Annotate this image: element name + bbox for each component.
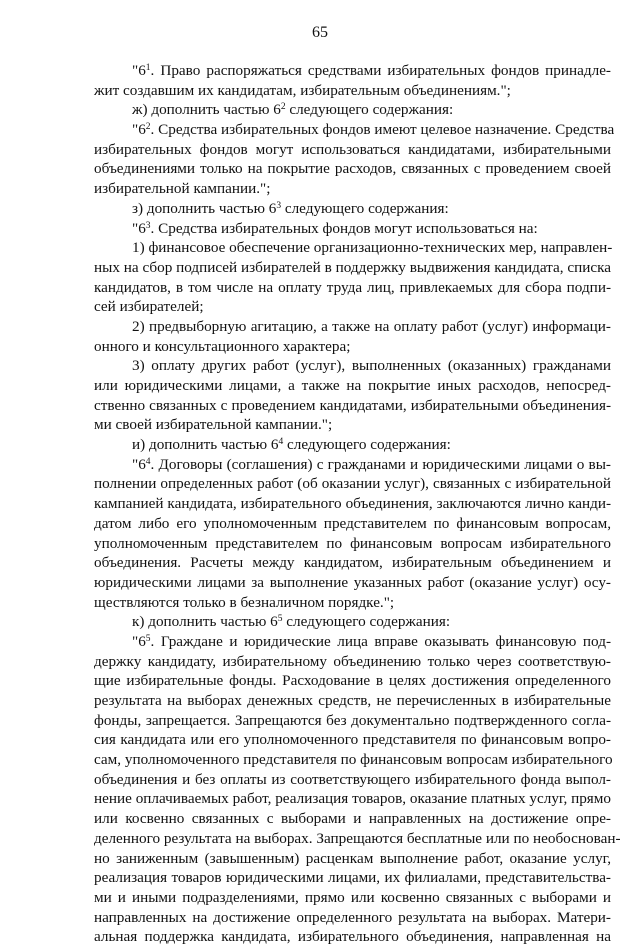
text-segment: результата на выборах денежных средств, не перечисленных в избирательные — [94, 692, 611, 709]
text-segment: . Средства избирательных фондов имеют целевое назначение. Средства — [150, 121, 615, 139]
text-segment: кампанией кандидата, избирательного объединения, заключаются лично канди- — [94, 495, 611, 513]
text-line — [94, 730, 611, 750]
text-line — [94, 573, 611, 593]
text-segment: жит создавшим их кандидатам, избирательным объединениям."; — [94, 81, 511, 99]
text-segment: избирательной кампании."; — [94, 180, 271, 198]
text-line — [94, 238, 611, 258]
text-line — [94, 376, 611, 396]
text-line — [94, 612, 611, 632]
text-segment: деленного результата на выборах. Запрещаются бесплатные или по необоснован- — [94, 829, 621, 847]
text-segment: ных на сбор подписей избирателей в поддержку выдвижения кандидата, списка — [94, 258, 611, 276]
text-segment: щие избирательные фонды. Расходование в целях достижения определенного — [94, 672, 611, 690]
text-line — [94, 829, 621, 849]
superscript: 4 — [278, 437, 284, 448]
text-line — [94, 770, 611, 790]
text-line — [94, 534, 611, 554]
superscript: 5 — [145, 633, 151, 644]
text-segment: альная поддержка кандидата, избирательного объединения, направленная на — [94, 928, 611, 946]
text-segment: полнении определенных работ (об оказании услуг), связанных с избирательной — [94, 475, 611, 493]
text-line — [94, 396, 611, 416]
text-segment: фонды, запрещается. Запрещаются без документально подтвержденного согла- — [94, 711, 611, 729]
text-line — [94, 750, 611, 770]
text-line — [94, 179, 611, 199]
text-segment: кандидатов, в том числе на оплату труда лиц, привлекаемых для сбора подпи- — [94, 278, 611, 296]
text-segment: объединениями только на покрытие расходов, связанных с проведением своей — [94, 160, 611, 178]
superscript: 1 — [145, 63, 151, 73]
text-line — [94, 455, 611, 475]
text-line — [94, 140, 611, 160]
text-line — [94, 868, 611, 888]
text-line — [94, 691, 611, 711]
text-segment: ми своей избирательной кампании."; — [94, 416, 333, 434]
text-line — [94, 474, 611, 494]
text-line — [94, 789, 611, 809]
text-line — [94, 199, 611, 219]
text-segment: сия кандидата или его уполномоченного представителя по финансовым вопро- — [94, 731, 611, 749]
text-segment: 3) оплату других работ (услуг), выполненных (оказанных) гражданами — [132, 357, 611, 375]
text-line — [94, 219, 611, 239]
text-segment: следующего содержания: — [283, 436, 451, 454]
text-segment: нение оплачиваемых работ, реализация товаров, оказание платных услуг, прямо — [94, 790, 611, 808]
superscript: 5 — [277, 614, 283, 625]
text-line — [94, 120, 615, 140]
text-segment: следующего содержания: — [282, 613, 451, 631]
text-segment: "6 — [132, 219, 146, 237]
superscript: 4 — [145, 456, 151, 467]
text-line — [94, 711, 611, 731]
text-segment: 1) финансовое обеспечение организационно-технических мер, направлен- — [132, 239, 613, 257]
text-segment: . Договоры (соглашения) с гражданами и юридическими лицами о вы- — [150, 455, 611, 473]
text-segment: "6 — [132, 121, 146, 139]
text-line — [94, 908, 611, 928]
text-segment: сам, уполномоченного представителя по финансовым вопросам избирательного — [94, 751, 613, 769]
text-segment: сей избирателей; — [94, 298, 204, 316]
text-segment: уполномоченным представителем по финансовым вопросам избирательного — [94, 534, 611, 552]
text-segment: "6 — [132, 455, 146, 473]
text-line — [94, 435, 611, 455]
text-segment: ж) дополнить частью 6 — [132, 101, 281, 119]
text-segment: или юридическими лицами, а также на покрытие иных расходов, непосред- — [94, 377, 611, 394]
text-segment: "6 — [132, 62, 146, 79]
text-segment: ществляются только в безналичном порядке."; — [94, 593, 395, 611]
text-segment: реализация товаров юридическими лицами, их филиалами, представительства- — [94, 869, 611, 887]
text-segment: . Средства избирательных фондов могут использоваться на: — [150, 219, 538, 237]
text-line — [94, 258, 611, 278]
text-line — [94, 927, 611, 947]
text-segment: "6 — [132, 632, 146, 650]
text-line — [94, 159, 611, 179]
text-segment: следующего содержания: — [285, 101, 454, 119]
text-segment: датом либо его уполномоченным представителем по финансовым вопросам, — [94, 514, 611, 532]
text-line — [94, 100, 611, 120]
superscript: 2 — [145, 122, 151, 133]
text-line — [94, 849, 611, 869]
text-line — [94, 317, 611, 337]
text-line — [94, 671, 611, 691]
superscript: 2 — [280, 102, 286, 113]
text-segment: или косвенно связанных с выборами и направленных на достижение опре- — [94, 810, 611, 828]
text-segment: объединения. Расчеты между кандидатом, избирательным объединением и — [94, 554, 611, 572]
text-line — [94, 356, 611, 376]
text-line — [94, 337, 611, 357]
text-line — [94, 81, 611, 101]
text-line — [94, 652, 611, 672]
text-segment: ственно связанных с проведением кандидатами, избирательными объединения- — [94, 396, 611, 414]
text-line — [94, 278, 611, 298]
text-segment: следующего содержания: — [281, 199, 449, 217]
text-segment: 2) предвыборную агитацию, а также на оплату работ (услуг) информаци- — [132, 317, 611, 335]
text-segment: но заниженным (завышенным) расценкам выполнение работ, оказание услуг, — [94, 849, 611, 867]
text-line — [94, 553, 611, 573]
document-body — [94, 61, 621, 947]
text-segment: з) дополнить частью 6 — [132, 199, 277, 217]
text-segment: и) дополнить частью 6 — [132, 436, 279, 454]
text-line — [94, 494, 611, 514]
text-segment: . Граждане и юридические лица вправе оказывать финансовую под- — [150, 632, 611, 650]
text-segment: . Право распоряжаться средствами избирательных фондов принадле- — [150, 62, 611, 79]
text-segment: юридическими лицами за выполнение указанных работ (оказание услуг) осу- — [94, 573, 611, 591]
text-segment: к) дополнить частью 6 — [132, 613, 278, 631]
text-line — [94, 297, 611, 317]
superscript: 3 — [145, 220, 151, 231]
text-line — [94, 593, 611, 613]
text-segment: держку кандидату, избирательному объединению только через соответствую- — [94, 652, 611, 670]
text-line — [94, 514, 611, 534]
page-number: 65 — [312, 24, 328, 41]
superscript: 3 — [276, 200, 282, 211]
text-line — [94, 61, 611, 81]
text-line — [94, 415, 611, 435]
text-line — [94, 632, 611, 652]
text-segment: избирательных фондов могут использоваться кандидатами, избирательными — [94, 140, 611, 158]
text-segment: ми и иными подразделениями, прямо или косвенно связанных с выборами и — [94, 888, 611, 906]
text-segment: онного и консультационного характера; — [94, 337, 351, 355]
text-segment: направленных на достижение определенного результата на выборах. Матери- — [94, 908, 611, 926]
text-segment: объединения и без оплаты из соответствующего избирательного фонда выпол- — [94, 770, 611, 788]
text-line — [94, 809, 611, 829]
